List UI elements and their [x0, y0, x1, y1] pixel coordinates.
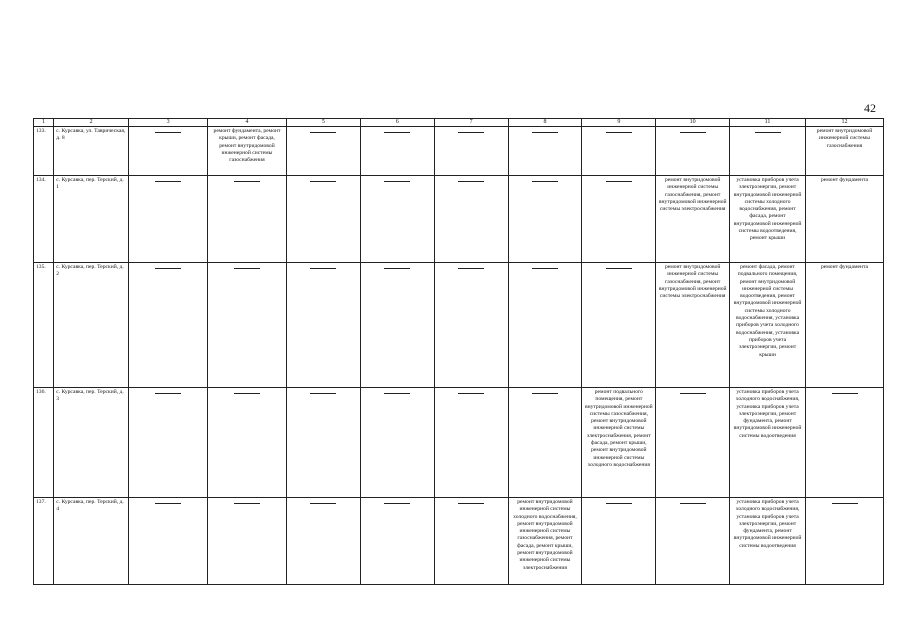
works-cell: установка приборов учета электроэнергии, ремонт внутридомовой инженерной системы холодного водоснабжения, ремонт фасада, ремонт внутридомовой инженерной системы водоотведения, ремонт крыши — [730, 176, 806, 263]
empty-cell — [286, 263, 360, 388]
empty-cell — [129, 127, 208, 176]
address-cell: с. Курсавка, ул. Таврическая, д. 8 — [54, 127, 129, 176]
dash-mark — [155, 393, 181, 394]
dash-mark — [680, 503, 706, 504]
dash-mark — [234, 503, 260, 504]
row-number: 136. — [34, 388, 54, 498]
dash-mark — [680, 132, 706, 133]
works-cell: установка приборов учета холодного водоснабжения, установка приборов учета электроэнергии, ремонт фундамента, ремонт внутридомовой инженерной системы водоотведения — [730, 388, 806, 498]
empty-cell — [286, 176, 360, 263]
dash-mark — [234, 181, 260, 182]
table-row — [34, 127, 884, 176]
column-header: 11 — [730, 119, 806, 127]
works-cell: ремонт фундамента — [806, 263, 884, 388]
empty-cell — [730, 127, 806, 176]
empty-cell — [129, 263, 208, 388]
dash-mark — [234, 268, 260, 269]
dash-mark — [155, 181, 181, 182]
dash-mark — [832, 393, 858, 394]
works-cell: ремонт фундамента, ремонт крыши, ремонт фасада, ремонт внутридомовой инженерной системы газоснабжения — [208, 127, 287, 176]
row-number: 134. — [34, 176, 54, 263]
empty-cell — [360, 176, 434, 263]
address-cell: с. Курсавка, пер. Терский, д. 1 — [54, 176, 129, 263]
dash-mark — [155, 132, 181, 133]
dash-mark — [458, 268, 484, 269]
dash-mark — [384, 132, 410, 133]
address-cell: с. Курсавка, пер. Терский, д. 3 — [54, 388, 129, 498]
empty-cell — [434, 498, 508, 585]
page-number: 42 — [864, 101, 876, 115]
column-header: 10 — [656, 119, 730, 127]
column-header: 3 — [129, 119, 208, 127]
dash-mark — [532, 181, 558, 182]
dash-mark — [384, 393, 410, 394]
empty-cell — [208, 263, 287, 388]
column-header: 7 — [434, 119, 508, 127]
column-header: 4 — [208, 119, 287, 127]
column-header: 8 — [508, 119, 582, 127]
empty-cell — [129, 498, 208, 585]
dash-mark — [310, 132, 336, 133]
dash-mark — [384, 268, 410, 269]
column-header: 1 — [34, 119, 54, 127]
dash-mark — [458, 132, 484, 133]
works-cell: ремонт фундамента — [806, 176, 884, 263]
empty-cell — [806, 388, 884, 498]
empty-cell — [208, 498, 287, 585]
dash-mark — [155, 503, 181, 504]
empty-cell — [360, 388, 434, 498]
dash-mark — [310, 503, 336, 504]
empty-cell — [508, 263, 582, 388]
dash-mark — [458, 181, 484, 182]
works-cell: ремонт внутридомовой инженерной системы газоснабжения, ремонт внутридомовой инженерной системы электроснабжения — [656, 176, 730, 263]
table-row — [34, 498, 884, 585]
empty-cell — [656, 498, 730, 585]
works-cell: установка приборов учета холодного водоснабжения, установка приборов учета электроэнергии, ремонт фундамента, ремонт внутридомовой инженерной системы водоотведения — [730, 498, 806, 585]
empty-cell — [582, 127, 656, 176]
empty-cell — [208, 176, 287, 263]
empty-cell — [360, 127, 434, 176]
empty-cell — [656, 127, 730, 176]
empty-cell — [508, 127, 582, 176]
dash-mark — [606, 503, 632, 504]
works-cell: ремонт внутридомовой инженерной системы холодного водоснабжения, ремонт внутридомовой инженерной системы газоснабжения, ремонт фасада, ремонт крыши, ремонт внутридомовой инженерной системы электроснабжения — [508, 498, 582, 585]
dash-mark — [384, 503, 410, 504]
works-cell: ремонт подвального помещения, ремонт внутридомовой инженерной системы газоснабжения, ремонт внутридомовой инженерной системы электроснабжения, ремонт фасада, ремонт крыши, ремонт внутридомовой инженерной системы холодного водоснабжения — [582, 388, 656, 498]
empty-cell — [434, 127, 508, 176]
dash-mark — [310, 393, 336, 394]
column-header: 9 — [582, 119, 656, 127]
column-header: 2 — [54, 119, 129, 127]
dash-mark — [532, 393, 558, 394]
dash-mark — [458, 503, 484, 504]
dash-mark — [532, 268, 558, 269]
empty-cell — [208, 388, 287, 498]
empty-cell — [582, 498, 656, 585]
works-cell: ремонт внутридомовой инженерной системы газоснабжения — [806, 127, 884, 176]
empty-cell — [286, 388, 360, 498]
dash-mark — [755, 132, 781, 133]
works-cell: ремонт внутридомовой инженерной системы газоснабжения, ремонт внутридомовой инженерной системы электроснабжения — [656, 263, 730, 388]
dash-mark — [310, 268, 336, 269]
empty-cell — [129, 388, 208, 498]
column-header: 12 — [806, 119, 884, 127]
works-cell: ремонт фасада, ремонт подвального помещения, ремонт внутридомовой инженерной системы водоотведения, ремонт внутридомовой инженерной системы холодного водоснабжения, установка приборов учета холодного водоснабжения, установка приборов учета электроэнергии, ремонт крыши — [730, 263, 806, 388]
empty-cell — [434, 263, 508, 388]
dash-mark — [606, 268, 632, 269]
dash-mark — [234, 393, 260, 394]
empty-cell — [360, 498, 434, 585]
empty-cell — [806, 498, 884, 585]
dash-mark — [155, 268, 181, 269]
empty-cell — [434, 388, 508, 498]
table-row — [34, 176, 884, 263]
repair-schedule-table — [33, 118, 884, 585]
empty-cell — [286, 127, 360, 176]
empty-cell — [434, 176, 508, 263]
dash-mark — [680, 393, 706, 394]
dash-mark — [532, 132, 558, 133]
column-header: 6 — [360, 119, 434, 127]
dash-mark — [384, 181, 410, 182]
empty-cell — [656, 388, 730, 498]
empty-cell — [582, 176, 656, 263]
dash-mark — [832, 503, 858, 504]
address-cell: с. Курсавка, пер. Терский, д. 4 — [54, 498, 129, 585]
dash-mark — [606, 132, 632, 133]
dash-mark — [606, 181, 632, 182]
empty-cell — [508, 176, 582, 263]
empty-cell — [582, 263, 656, 388]
table-row — [34, 263, 884, 388]
dash-mark — [310, 181, 336, 182]
address-cell: с. Курсавка, пер. Терский, д. 2 — [54, 263, 129, 388]
row-number: 133. — [34, 127, 54, 176]
empty-cell — [286, 498, 360, 585]
table-row — [34, 388, 884, 498]
empty-cell — [508, 388, 582, 498]
empty-cell — [129, 176, 208, 263]
column-header: 5 — [286, 119, 360, 127]
empty-cell — [360, 263, 434, 388]
column-number-row — [34, 119, 884, 127]
row-number: 135. — [34, 263, 54, 388]
row-number: 137. — [34, 498, 54, 585]
dash-mark — [458, 393, 484, 394]
